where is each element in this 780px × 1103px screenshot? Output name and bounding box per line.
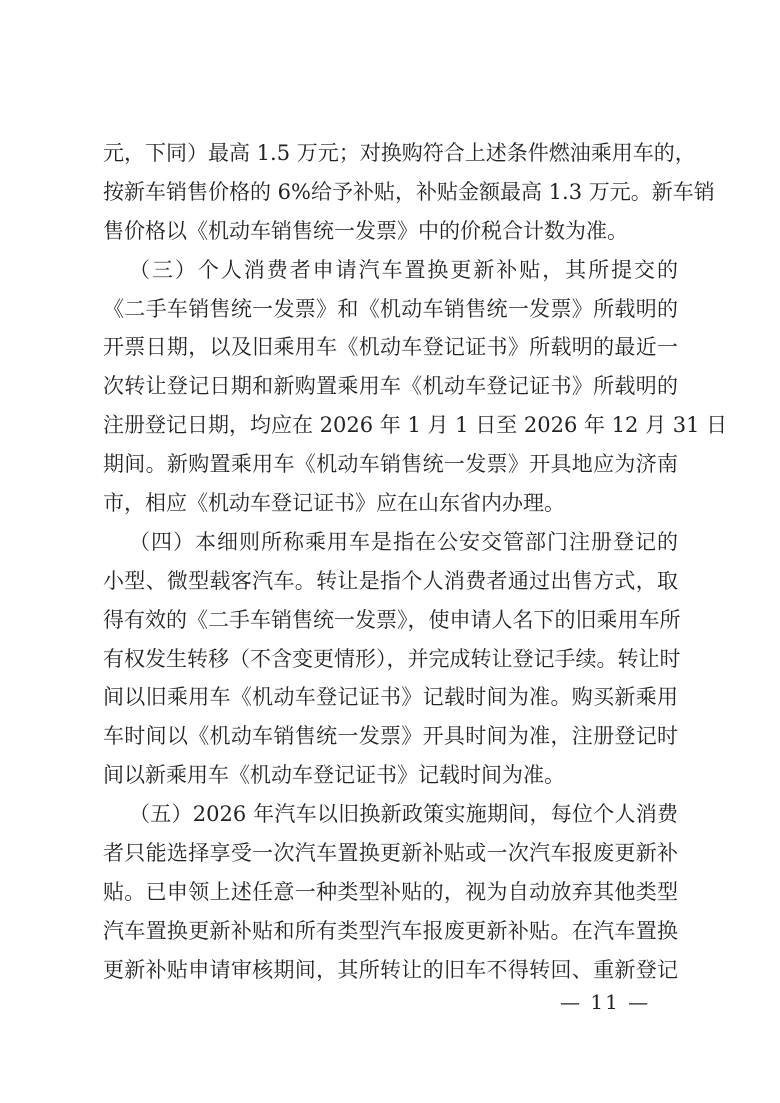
text-line: 汽车置换更新补贴和所有类型汽车报废更新补贴。在汽车置换	[103, 918, 678, 943]
text-line: （五）2026 年汽车以旧换新政策实施期间，每位个人消费	[129, 802, 678, 827]
text-line: 小型、微型载客汽车。转让是指个人消费者通过出售方式，取	[103, 568, 678, 593]
text-line: 次转让登记日期和新购置乘用车《机动车登记证书》所载明的	[103, 374, 678, 399]
text-line: 者只能选择享受一次汽车置换更新补贴或一次汽车报废更新补	[103, 841, 678, 866]
text-line: 更新补贴申请审核期间，其所转让的旧车不得转回、重新登记	[103, 957, 678, 982]
text-line: 期间。新购置乘用车《机动车销售统一发票》开具地应为济南	[103, 452, 678, 477]
text-line: 得有效的《二手车销售统一发票》，使申请人名下的旧乘用车所	[103, 607, 681, 632]
document-body	[103, 134, 728, 990]
text-line: 市，相应《机动车登记证书》应在山东省内办理。	[103, 491, 565, 516]
text-line: 间以新乘用车《机动车登记证书》记载时间为准。	[103, 763, 565, 788]
page-number: — 11 —	[560, 990, 651, 1014]
text-line: 间以旧乘用车《机动车登记证书》记载时间为准。购买新乘用	[103, 685, 678, 710]
text-line: 开票日期，以及旧乘用车《机动车登记证书》所载明的最近一	[103, 335, 678, 360]
text-line: 有权发生转移（不含变更情形），并完成转让登记手续。转让时	[103, 646, 681, 671]
text-line: 元，下同）最高 1.5 万元；对换购符合上述条件燃油乘用车的，	[103, 141, 696, 165]
text-line: 《二手车销售统一发票》和《机动车销售统一发票》所载明的	[103, 296, 678, 321]
text-line: 贴。已申领上述任意一种类型补贴的，视为自动放弃其他类型	[103, 879, 678, 904]
text-line: 售价格以《机动车销售统一发票》中的价税合计数为准。	[103, 218, 628, 243]
text-line: 注册登记日期，均应在 2026 年 1 月 1 日至 2026 年 12 月 31 日	[103, 413, 728, 438]
text-line: 车时间以《机动车销售统一发票》开具时间为准，注册登记时	[103, 724, 678, 749]
text-line: 按新车销售价格的 6%给予补贴，补贴金额最高 1.3 万元。新车销	[103, 179, 715, 204]
text-line: （四）本细则所称乘用车是指在公安交管部门注册登记的	[129, 529, 678, 554]
text-line: （三）个人消费者申请汽车置换更新补贴，其所提交的	[129, 257, 678, 282]
